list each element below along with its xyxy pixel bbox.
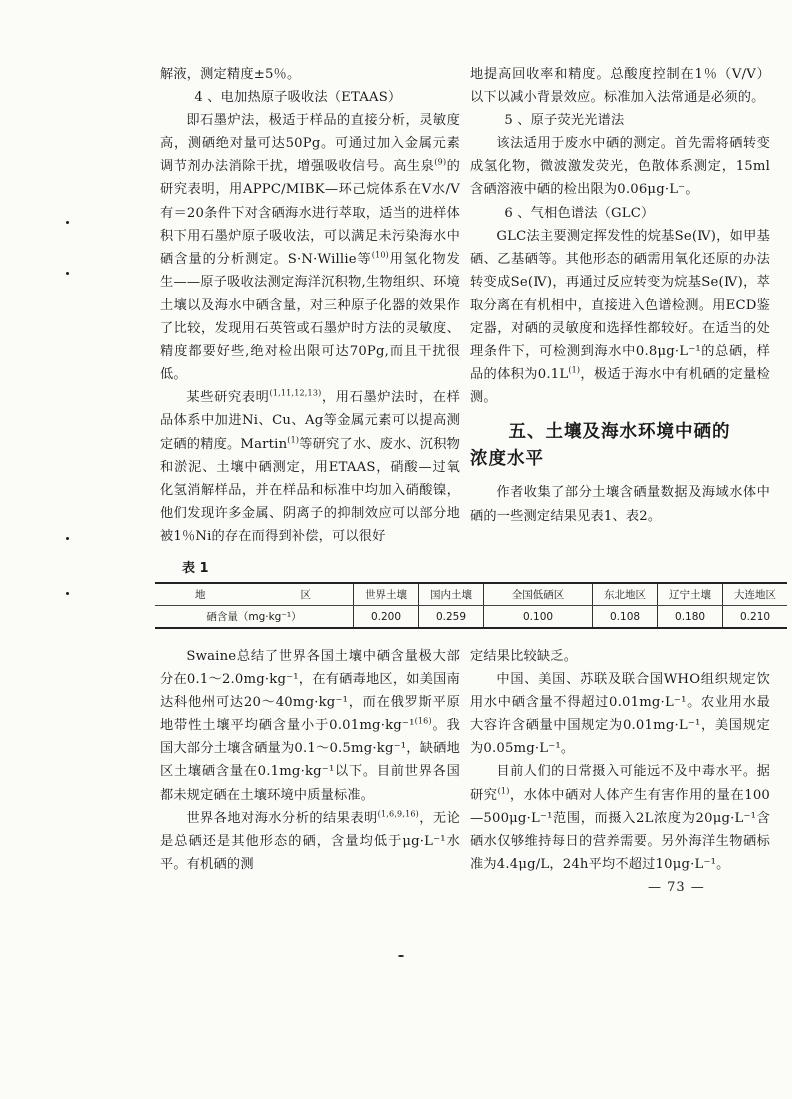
scan-speck	[66, 537, 69, 540]
text-run: ，无论是总硒还是其他形态的硒，含量均低于μg·L⁻¹水平。有机硒的测	[160, 810, 460, 872]
page-number: — 73 —	[648, 880, 705, 895]
header-cell: 东北地区	[593, 583, 658, 606]
paragraph	[160, 807, 460, 876]
subsection-heading-afs: 5 、原子荧光光谱法	[504, 113, 625, 129]
section-title-line1: 五、土壤及海水环境中硒的	[508, 422, 731, 443]
citation: (16)	[414, 716, 432, 726]
header-region-left: 地	[195, 589, 206, 601]
subsection-heading-etaas: 4 、电加热原子吸收法（ETAAS）	[194, 90, 402, 106]
header-region-right: 区	[300, 589, 311, 601]
text-run: 世界各地对海水分析的结果表明	[186, 810, 378, 826]
text-run: GLC法主要测定挥发性的烷基Se(Ⅳ)，如甲基硒、乙基硒等。其他形态的硒需用氧化还原的办法转变成Se(Ⅳ)，再通过反应转变为烷基Se(Ⅳ)，萃取分离在有机相中，直接进入色谱检测。用ECD鉴定器，对硒的灵敏度和选择性都较好。在适当的处理条件下，可检测到海水中0.8μg·L⁻¹的总硒，样品的体积为0.1L	[470, 228, 770, 383]
citation: (1)	[497, 786, 510, 796]
right-column-bottom	[470, 645, 770, 876]
table-1	[155, 582, 787, 629]
subsection-heading-glc: 6 、气相色谱法（GLC）	[504, 205, 655, 221]
text-run: 目前人们的日常摄入可能远不及中毒水平。据研究	[470, 764, 770, 803]
paragraph: 定结果比较缺乏。	[470, 649, 578, 664]
scan-speck	[66, 592, 69, 595]
section-title	[470, 419, 770, 473]
text-run: ，极适于海水中有机硒的定量检测。	[470, 367, 770, 406]
text-run: 。我国大部分土壤含硒量为0.1～0.5mg·kg⁻¹，缺硒地区土壤硒含量在0.1mg·kg⁻¹以下。目前世界各国都未规定硒在土壤环境中质量标准。	[160, 718, 460, 803]
text-run: 用氢化物发生——原子吸收法测定海洋沉积物,生物组织、环境土壤以及海水中硒含量，对三种原子化器的效果作了比较，发现用石英管或石墨炉时方法的灵敏度、精度都要好些,绝对检出限可达70Pg,而且干扰很低。	[160, 251, 460, 383]
section-title-line2: 浓度水平	[470, 449, 544, 470]
header-cell: 国内土壤	[419, 583, 484, 606]
header-region	[155, 583, 354, 606]
paragraph: 中国、美国、苏联及联合国WHO组织规定饮用水中硒含量不得超过0.01mg·L⁻¹。农业用水最大容许含硒量中国规定为0.01mg·L⁻¹，美国规定为0.05mg·L⁻¹。	[470, 672, 770, 757]
text-run: 某些研究表明	[186, 390, 270, 406]
text-run: 等研究了水、废水、沉积物和淤泥、土壤中硒测定，用ETAAS，硝酸—过氧化氢消解样品，并在样品和标准中均加入硝酸镍，他们发现许多金属、阴离子的抑制效应可以部分地被1％Ni的存在而得到补偿，可以很好	[160, 436, 460, 544]
header-cell: 辽宁土壤	[658, 583, 723, 606]
citation: (10)	[371, 250, 389, 260]
citation: (1,6,9,16)	[377, 809, 419, 819]
row-label: 硒含量（mg·kg⁻¹）	[206, 611, 302, 623]
paragraph	[160, 386, 460, 548]
citation: (9)	[434, 157, 447, 167]
paragraph	[470, 225, 770, 410]
right-column-top	[470, 63, 770, 528]
header-cell: 全国低硒区	[484, 583, 593, 606]
header-cell: 世界土壤	[354, 583, 419, 606]
table-header-row	[155, 583, 787, 606]
text-run: 的研究表明，用APPC/MIBK—环己烷体系在V水/V有＝20条件下对含硒海水进行萃取，适当的进样体积下用石墨炉原子吸收法，可以满足未污染海水中硒含量的分析测定。S·N·Willie等	[160, 159, 460, 267]
paragraph: 作者收集了部分土壤含硒量数据及海域水体中硒的一些测定结果见表1、表2。	[470, 485, 770, 524]
table-cell: 0.259	[419, 606, 484, 629]
left-column-bottom	[160, 645, 460, 876]
paragraph: 地提高回收率和精度。总酸度控制在1％（V/V）以下以减小背景效应。标准加入法常通是必须的。	[470, 67, 770, 106]
citation: (1)	[568, 365, 581, 375]
scan-speck	[398, 955, 404, 957]
header-cell: 大连地区	[723, 583, 787, 606]
table-cell: 0.100	[484, 606, 593, 629]
table-cell: 0.210	[723, 606, 787, 629]
scan-speck	[66, 221, 69, 224]
table-cell: 0.108	[593, 606, 658, 629]
text-run: ，用石墨炉法时，在样品体系中加进Ni、Cu、Ag等金属元素可以提高测定硒的精度。Martin	[160, 390, 460, 452]
left-column-top	[160, 63, 460, 548]
paragraph: 该法适用于废水中硒的测定。首先需将硒转变成氢化物，微波激发荧光，色散体系测定，15ml含硒溶液中硒的检出限为0.06μg·L⁻。	[470, 136, 770, 198]
citation: (1,11,12,13)	[269, 388, 322, 398]
paragraph	[470, 760, 770, 875]
scan-speck	[66, 272, 69, 275]
table-cell: 0.200	[354, 606, 419, 629]
text-run: ，水体中硒对人体产生有害作用的量在100—500μg·L⁻¹范围，而摄入2L浓度为20μg·L⁻¹含硒水仅够维持每日的营养需要。另外海洋生物硒标准为4.4μg/L，24h平均不超过10μg·L⁻¹。	[470, 787, 771, 872]
table-cell: 0.180	[658, 606, 723, 629]
paragraph	[160, 645, 460, 807]
table-row	[155, 606, 787, 629]
paragraph: 解液，测定精度±5％。	[160, 67, 301, 82]
text-run: 即石墨炉法，极适于样品的直接分析，灵敏度高，测硒绝对量可达50Pg。可通过加入金属元素调节剂办法消除干扰，增强吸收信号。高生泉	[160, 113, 460, 175]
table-caption: 表 1	[182, 561, 209, 576]
citation: (1)	[287, 435, 300, 445]
text-run: Swaine总结了世界各国土壤中硒含量极大部分在0.1～2.0mg·kg⁻¹，在有硒毒地区，如美国南达科他州可达20～40mg·kg⁻¹，而在俄罗斯平原地带性土壤平均硒含量小于0.01mg·kg⁻¹	[160, 649, 460, 734]
paragraph	[160, 109, 460, 386]
